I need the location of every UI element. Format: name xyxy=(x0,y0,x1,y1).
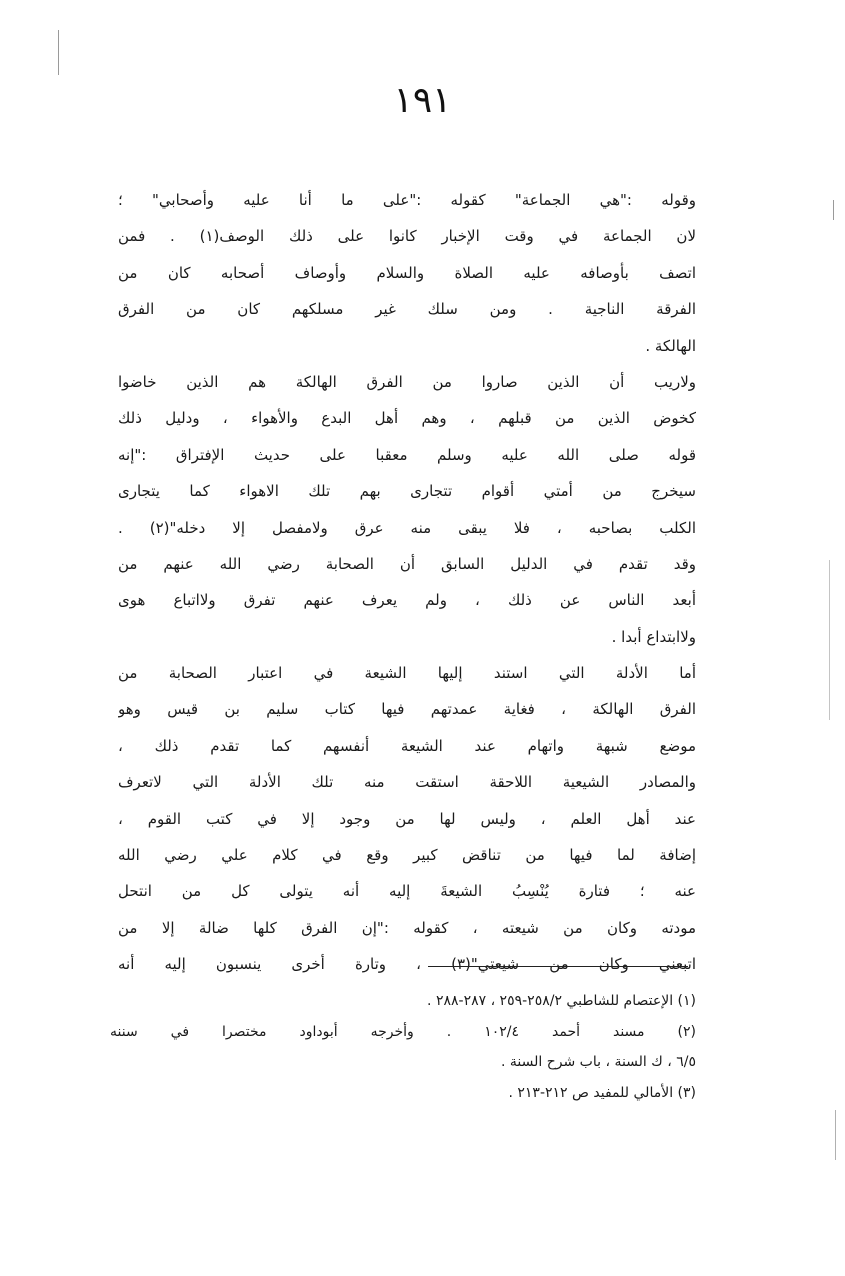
body-line: اتبعني وكان من شيعتي"(٣) ، وتارة أخرى ينسبون إليه أنه xyxy=(118,955,696,974)
body-text xyxy=(118,182,696,983)
body-line: الهالكة . xyxy=(645,336,696,355)
body-line: اتصف بأوصافه عليه الصلاة والسلام وأوصاف أصحابه كان من xyxy=(118,263,696,282)
body-line: إضافة لما فيها من تناقض كبير وقع في كلام علي رضي الله xyxy=(118,846,696,865)
body-line: عند أهل العلم ، وليس لها من وجود إلا في كتب القوم ، xyxy=(118,809,696,828)
body-line: ولاريب أن الذين صاروا من الفرق الهالكة هم الذين خاضوا xyxy=(118,372,696,391)
body-line: الكلب بصاحبه ، فلا يبقى منه عرق ولامفصل إلا دخله"(٢) . xyxy=(118,518,696,537)
body-line: الفرق الهالكة ، فغاية عمدتهم فيها كتاب سليم بن قيس وهو xyxy=(118,700,696,719)
body-line: لان الجماعة في وقت الإخبار كانوا على ذلك الوصف(١) . فمن xyxy=(118,227,696,246)
body-line: أبعد الناس عن ذلك ، ولم يعرف عنهم تفرق ولااتباع هوى xyxy=(118,591,696,610)
body-line: سيخرج من أمتي أقوام تتجارى بهم تلك الاهواء كما يتجارى xyxy=(118,482,696,501)
scan-edge-mark xyxy=(829,560,830,720)
body-line: عنه ؛ فتارة يُنْسِبُ الشيعةَ إليه أنه يتولى كل من انتحل xyxy=(118,882,696,901)
scan-edge-mark xyxy=(835,1110,836,1160)
footnotes xyxy=(110,986,696,1108)
body-line: وقد تقدم في الدليل السابق أن الصحابة رضي الله عنهم من xyxy=(118,554,696,573)
body-line: والمصادر الشيعية اللاحقة استقت منه تلك الأدلة التي لاتعرف xyxy=(118,773,696,792)
footnote-separator xyxy=(428,966,688,967)
body-line: وقوله :"هي الجماعة" كقوله :"على ما أنا عليه وأصحابي" ؛ xyxy=(118,191,696,209)
footnote: (١) الإعتصام للشاطبي ٢٥٨/٢-٢٥٩ ، ٢٨٧-٢٨٨ . xyxy=(427,993,696,1009)
footnote-continuation: ٦/٥ ، ك السنة ، باب شرح السنة . xyxy=(501,1054,696,1070)
footnote: (٢) مسند أحمد ١٠٢/٤ . وأخرجه أبوداود مختصرا في سننه xyxy=(110,1023,696,1040)
scan-edge-mark xyxy=(58,30,59,75)
body-line: كخوض الذين من قبلهم ، وهم أهل البدع والأهواء ، ودليل ذلك xyxy=(118,409,696,428)
body-line: مودته وكان من شيعته ، كقوله :"إن الفرق كلها ضالة إلا من xyxy=(118,918,696,937)
page-number: ١٩١ xyxy=(393,80,452,121)
body-line: الفرقة الناجية . ومن سلك غير مسلكهم كان من الفرق xyxy=(118,300,696,319)
body-line: أما الأدلة التي استند إليها الشيعة في اعتبار الصحابة من xyxy=(118,664,696,683)
body-line: ولاابتداع أبدا . xyxy=(611,627,696,646)
scan-edge-mark xyxy=(833,200,834,220)
footnote: (٣) الأمالي للمفيد ص ٢١٢-٢١٣ . xyxy=(508,1084,696,1101)
body-line: موضع شبهة واتهام عند الشيعة أنفسهم كما تقدم ذلك ، xyxy=(118,736,696,755)
body-line: قوله صلى الله عليه وسلم معقبا على حديث الإفتراق :"إنه xyxy=(118,445,696,464)
